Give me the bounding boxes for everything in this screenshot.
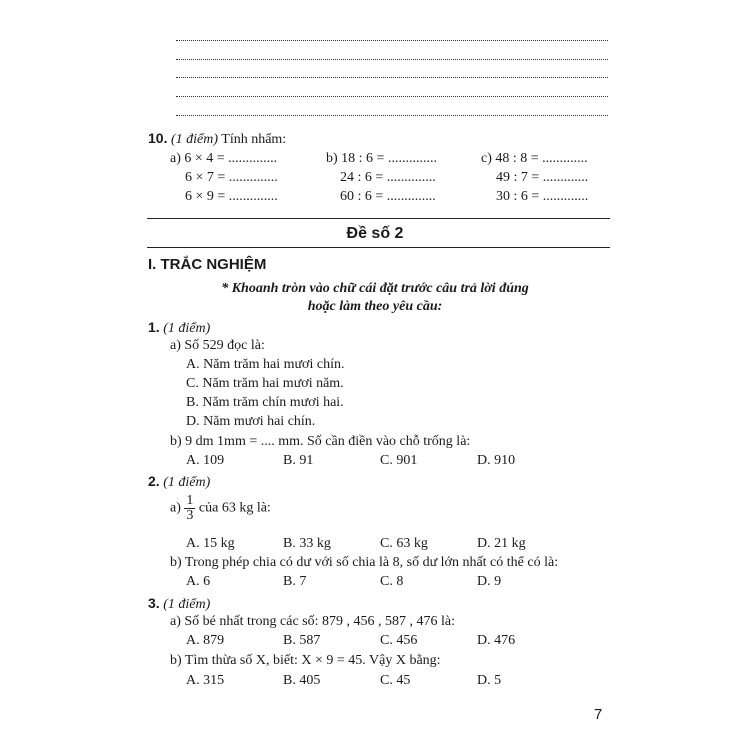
- section-rule-top: [147, 218, 610, 219]
- instruction-line: hoặc làm theo yêu cầu:: [307, 299, 443, 314]
- question-part-a: a) Số 529 đọc là:: [170, 338, 265, 353]
- answer-option[interactable]: D. 21 kg: [477, 536, 526, 551]
- fraction: [184, 494, 195, 523]
- fraction-denominator: 3: [186, 508, 194, 523]
- question-title: Tính nhẩm:: [221, 132, 287, 147]
- answer-option[interactable]: C. 8: [380, 574, 404, 589]
- question-number: 1.: [148, 319, 160, 335]
- answer-option[interactable]: B. 91: [283, 453, 314, 468]
- question-part-b: b) Trong phép chia có dư với số chia là 8, số dư lớn nhất có thể có là:: [170, 555, 559, 570]
- answer-option[interactable]: D. Năm mươi hai chín.: [186, 414, 316, 429]
- answer-option[interactable]: D. 5: [477, 673, 502, 688]
- answer-option[interactable]: B. Năm trăm chín mươi hai.: [186, 395, 344, 410]
- answer-option[interactable]: B. 405: [283, 673, 321, 688]
- question-3-header: [148, 594, 210, 614]
- part-label: a): [170, 500, 181, 516]
- answer-option[interactable]: B. 7: [283, 574, 307, 589]
- answer-line: [176, 59, 608, 60]
- answer-option[interactable]: A. Năm trăm hai mươi chín.: [186, 357, 345, 372]
- answer-option[interactable]: A. 315: [186, 673, 225, 688]
- calc-item: 30 : 6 = .............: [496, 189, 589, 204]
- answer-line: [176, 115, 608, 116]
- answer-option[interactable]: C. Năm trăm hai mươi năm.: [186, 376, 344, 391]
- answer-option[interactable]: C. 456: [380, 633, 418, 648]
- answer-option[interactable]: C. 45: [380, 673, 411, 688]
- question-number: 3.: [148, 595, 160, 611]
- answer-option[interactable]: C. 63 kg: [380, 536, 428, 551]
- question-10-header: [148, 129, 286, 149]
- section-title: Đề số 2: [346, 225, 404, 242]
- question-points: (1 điểm): [163, 597, 211, 612]
- answer-option[interactable]: B. 33 kg: [283, 536, 331, 551]
- answer-option[interactable]: A. 15 kg: [186, 536, 235, 551]
- question-number: 2.: [148, 473, 160, 489]
- calc-item: 6 × 7 = ..............: [185, 170, 278, 185]
- answer-line: [176, 40, 608, 41]
- question-1-header: [148, 318, 210, 338]
- answer-option[interactable]: C. 901: [380, 453, 418, 468]
- fraction-numerator: 1: [186, 493, 194, 508]
- part-heading: I. TRẮC NGHIỆM: [148, 256, 267, 273]
- question-points: (1 điểm): [163, 321, 211, 336]
- calc-item: 24 : 6 = ..............: [340, 170, 436, 185]
- calc-item: 49 : 7 = .............: [496, 170, 589, 185]
- instruction-line: * Khoanh tròn vào chữ cái đặt trước câu trả lời đúng: [221, 281, 529, 296]
- answer-option[interactable]: A. 879: [186, 633, 225, 648]
- calc-item: a) 6 × 4 = ..............: [170, 151, 278, 166]
- answer-line: [176, 77, 608, 78]
- answer-option[interactable]: D. 9: [477, 574, 502, 589]
- question-points: (1 điểm): [163, 475, 211, 490]
- calc-item: c) 48 : 8 = .............: [481, 151, 588, 166]
- answer-option[interactable]: D. 910: [477, 453, 516, 468]
- page-number: 7: [594, 706, 603, 723]
- question-points: (1 điểm): [170, 132, 219, 147]
- question-part-b: b) 9 dm 1mm = .... mm. Số cần điền vào chỗ trống là:: [170, 434, 471, 449]
- calc-item: 60 : 6 = ..............: [340, 189, 436, 204]
- calc-item: 6 × 9 = ..............: [185, 189, 278, 204]
- calc-item: b) 18 : 6 = ..............: [326, 151, 437, 166]
- answer-option[interactable]: B. 587: [283, 633, 321, 648]
- question-part-b: b) Tìm thừa số X, biết: X × 9 = 45. Vậy X bằng:: [170, 653, 441, 668]
- question-number: 10.: [148, 130, 168, 146]
- answer-option[interactable]: A. 109: [186, 453, 225, 468]
- answer-option[interactable]: A. 6: [186, 574, 211, 589]
- question-part-a: a) Số bé nhất trong các số: 879 , 456 , 587 , 476 là:: [170, 614, 456, 629]
- question-part-a: [170, 494, 271, 523]
- section-rule-bottom: [147, 247, 610, 248]
- part-text: của 63 kg là:: [198, 500, 271, 516]
- answer-option[interactable]: D. 476: [477, 633, 516, 648]
- answer-line: [176, 96, 608, 97]
- question-2-header: [148, 472, 210, 492]
